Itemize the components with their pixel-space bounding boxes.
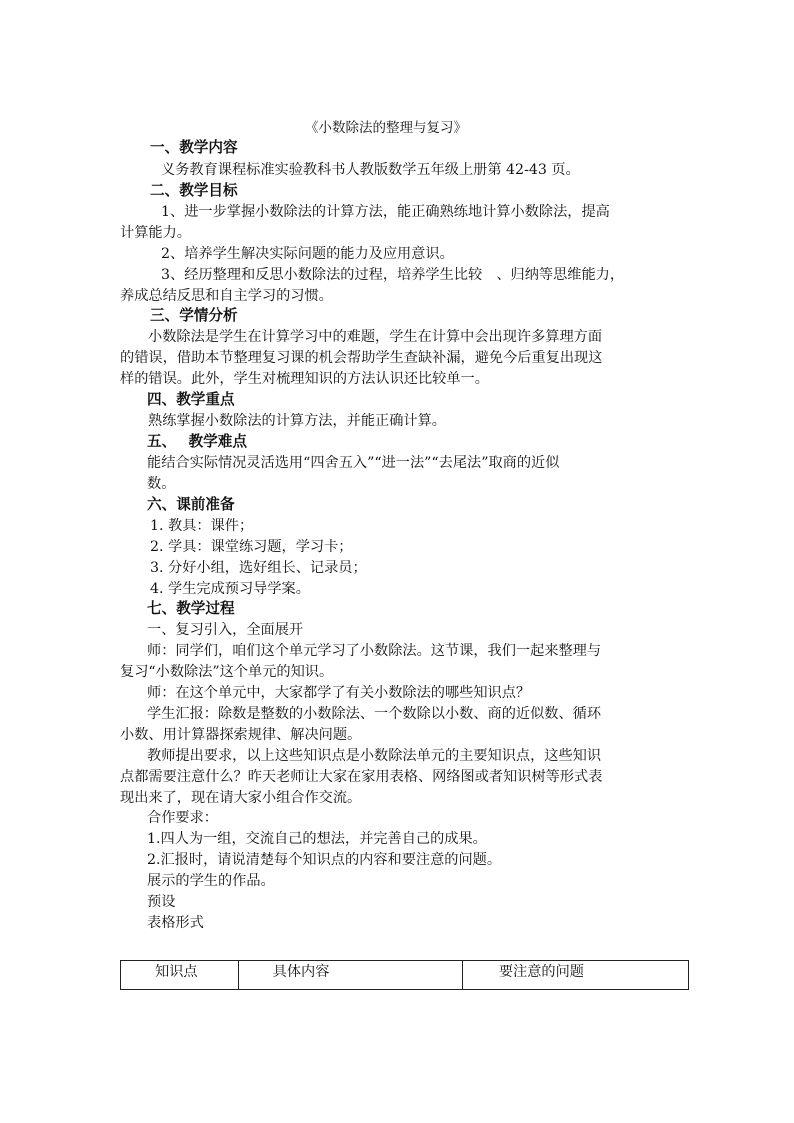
process-line-9: 现出来了，现在请大家小组合作交流。 xyxy=(120,790,362,806)
process-line-10: 合作要求： xyxy=(147,810,218,826)
knowledge-table xyxy=(120,960,689,990)
table-header-cell xyxy=(121,961,239,990)
goal-3-line-1: 3、经历整理和反思小数除法的过程，培养学生比较 、归纳等思维能力， xyxy=(161,267,625,283)
section-heading-goals: 二、教学目标 xyxy=(150,182,238,199)
process-line-3: 复习“小数除法”这个单元的知识。 xyxy=(120,664,334,680)
process-line-12: 2.汇报时，请说清楚每个知识点的内容和要注意的问题。 xyxy=(147,852,502,868)
section-heading-content: 一、教学内容 xyxy=(150,139,238,156)
section-heading-analysis: 三、学情分析 xyxy=(150,307,238,324)
process-line-5: 学生汇报：除数是整数的小数除法、一个数除以小数、商的近似数、循环 xyxy=(147,706,602,722)
keypoints-text: 熟练掌握小数除法的计算方法，并能正确计算。 xyxy=(148,413,446,429)
section-heading-process: 七、教学过程 xyxy=(147,600,235,617)
analysis-line-1: 小数除法是学生在计算学习中的难题，学生在计算中会出现许多算理方面 xyxy=(148,329,603,345)
process-line-7: 教师提出要求，以上这些知识点是小数除法单元的主要知识点，这些知识 xyxy=(147,748,602,764)
table-header-cell xyxy=(462,961,688,990)
difficulties-line-2: 数。 xyxy=(147,476,176,492)
table-header-notes: 要注意的问题 xyxy=(498,964,584,980)
prep-item-2: 2. 学具：课堂练习题，学习卡； xyxy=(150,539,353,555)
section-heading-preparation: 六、课前准备 xyxy=(147,496,235,513)
table-header-knowledge: 知识点 xyxy=(155,964,198,980)
page-title: 《小数除法的整理与复习》 xyxy=(305,120,467,136)
goal-2: 2、培养学生解决实际问题的能力及应用意识。 xyxy=(161,246,454,262)
process-line-13: 展示的学生的作品。 xyxy=(147,873,275,889)
prep-item-3: 3. 分好小组，选好组长、记录员； xyxy=(150,560,367,576)
process-line-4: 师：在这个单元中，大家都学了有关小数除法的哪些知识点？ xyxy=(147,685,531,701)
content-text: 义务教育课程标准实验教科书人教版数学五年级上册第 42-43 页。 xyxy=(161,162,580,178)
process-line-1: 一、复习引入，全面展开 xyxy=(147,622,304,638)
goal-1-line-1: 1、进一步掌握小数除法的计算方法，能正确熟练地计算小数除法，提高 xyxy=(161,204,610,220)
prep-item-1: 1. 教具：课件； xyxy=(150,518,254,534)
difficulties-line-1: 能结合实际情况灵活选用“四舍五入”“进一法”“去尾法”取商的近似 xyxy=(147,455,560,471)
table-header-content: 具体内容 xyxy=(272,964,330,980)
process-line-14: 预设 xyxy=(147,894,176,910)
section-heading-keypoints: 四、教学重点 xyxy=(147,391,235,408)
analysis-line-2: 的错误，借助本节整理复习课的机会帮助学生查缺补漏，避免今后重复出现这 xyxy=(120,350,603,366)
prep-item-4: 4. 学生完成预习导学案。 xyxy=(150,581,310,597)
process-line-11: 1.四人为一组，交流自己的想法，并完善自己的成果。 xyxy=(147,831,487,847)
process-line-15: 表格形式 xyxy=(147,915,204,931)
process-line-2: 师：同学们，咱们这个单元学习了小数除法。这节课，我们一起来整理与 xyxy=(147,643,602,659)
table-header-cell xyxy=(238,961,462,990)
goal-3-line-2: 养成总结反思和自主学习的习惯。 xyxy=(120,288,333,304)
section-heading-difficulties: 五、 教学难点 xyxy=(147,433,247,450)
analysis-line-3: 样的错误。此外，学生对梳理知识的方法认识还比较单一。 xyxy=(120,371,489,387)
goal-1-line-2: 计算能力。 xyxy=(120,225,191,241)
process-line-6: 小数、用计算器探索规律、解决问题。 xyxy=(120,727,362,743)
process-line-8: 点都需要注意什么？昨天老师让大家在家用表格、网络图或者知识树等形式表 xyxy=(120,769,603,785)
table-row xyxy=(121,961,689,990)
